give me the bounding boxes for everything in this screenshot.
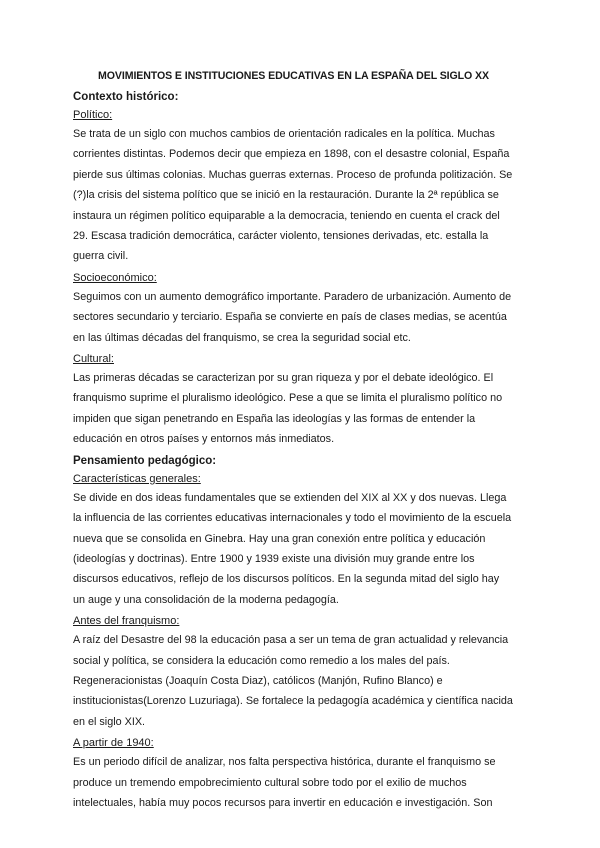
subheading-socioeconomico: Socioeconómico:: [73, 271, 157, 284]
paragraph-cultural: Las primeras décadas se caracterizan por su gran riqueza y por el debate ideológico. El franquismo suprime el pluralismo ideológico. Pese a que se limita el pluralismo político no impiden que sigan penetrando en España las ideologías y las formas de entender la educación en otros países y entornos más inmediatos.: [73, 372, 503, 446]
paragraph-socioeconomico: Seguimos con un aumento demográfico importante. Paradero de urbanización. Aumento de sectores secundario y terciario. España se convierte en país de clases medias, se acentúa en las últimas décadas del franquismo, se crea la seguridad social etc.: [73, 290, 512, 344]
document-title: MOVIMIENTOS E INSTITUCIONES EDUCATIVAS EN LA ESPAÑA DEL SIGLO XX: [98, 70, 489, 82]
subheading-antes-franquismo: Antes del franquismo:: [73, 615, 180, 628]
section-heading-pensamiento: Pensamiento pedagógico:: [73, 454, 217, 467]
paragraph-antes-franquismo: A raíz del Desastre del 98 la educación pasa a ser un tema de gran actualidad y relevancia social y política, se considera la educación como remedio a los males del país. Regeneracionistas (Joaquín Costa Diaz), católicos (Manjón, Rufino Blanco) e institucionistas(Lorenzo Luzuriaga). Se fortalece la pedagogía académica y científica nacida en el siglo XIX.: [73, 634, 513, 728]
paragraph-politico: Se trata de un siglo con muchos cambios de orientación radicales en la política. Muchas corrientes distintas. Podemos decir que empieza en 1898, con el desastre colonial, España pierde sus últimas colonias. Muchas guerras externas. Proceso de profunda politización. Se (?)la crisis del sistema político que se inició en la restauración. Durante la 2ª república se instaura un régimen político equiparable a la democracia, teniendo en cuenta el crack del 29. Escasa tradición democrática, carácter violento, tensiones derivadas, etc. estalla la guerra civil.: [73, 128, 513, 263]
paragraph-a-partir-1940: Es un periodo difícil de analizar, nos falta perspectiva histórica, durante el franquismo se produce un tremendo empobrecimiento cultural sobre todo por el exilio de muchos intelectuales, había muy pocos recursos para invertir en educación e investigación. Son: [73, 756, 496, 809]
section-heading-contexto: Contexto histórico:: [73, 91, 179, 103]
paragraph-caracteristicas: Se divide en dos ideas fundamentales que se extienden del XIX al XX y dos nuevas. Llega la influencia de las corrientes educativas internacionales y todo el movimiento de la escuela nueva que se consolida en Ginebra. Hay una gran conexión entre política y educación (ideologías y doctrinas). Entre 1900 y 1939 existe una división muy grande entre los discursos educativos, reflejo de los discursos políticos. En la segunda mitad del siglo hay un auge y una consolidación de la moderna pedagogía.: [73, 491, 512, 606]
subheading-caracteristicas: Características generales:: [73, 472, 201, 485]
subheading-a-partir-1940: A partir de 1940:: [73, 737, 154, 750]
subheading-cultural: Cultural:: [73, 353, 114, 366]
subheading-politico: Político:: [73, 109, 113, 121]
